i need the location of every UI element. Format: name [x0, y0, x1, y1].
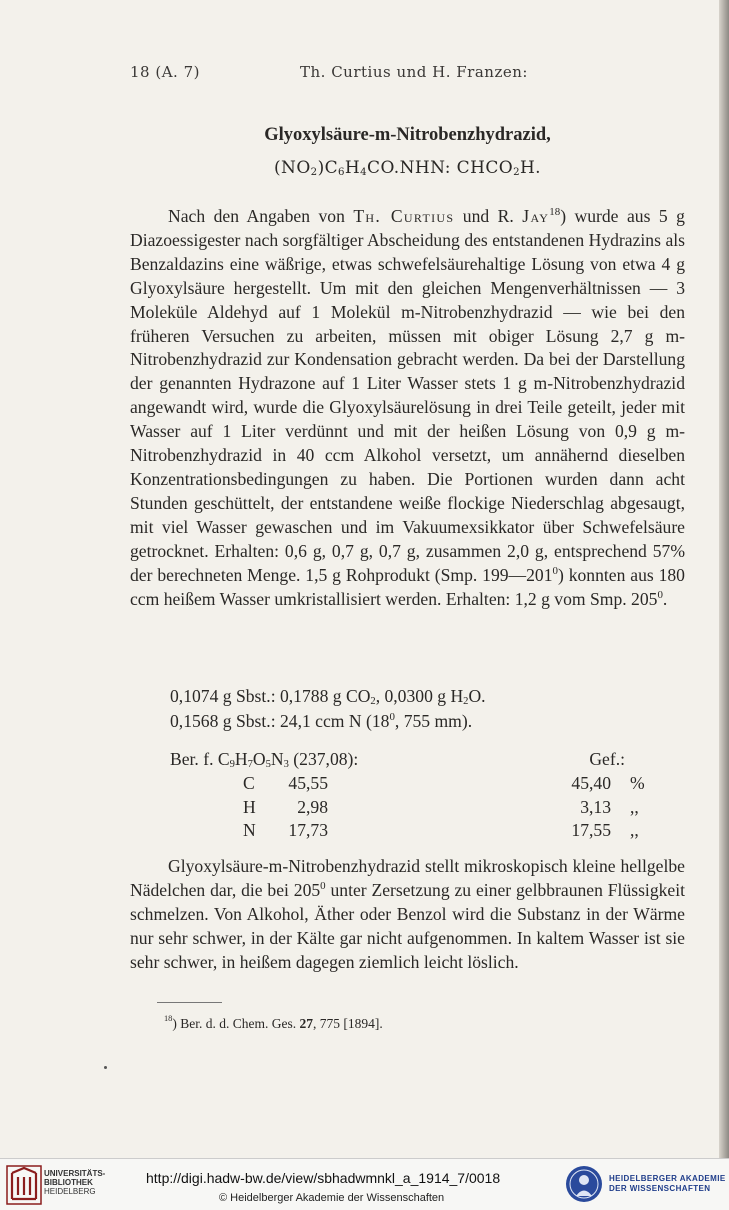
analysis-line-2: 0,1568 g Sbst.: 24,1 ccm N ($18^0$, 755 mm).	[170, 711, 473, 731]
calc-row-hydrogen: H 2,98 3,13 ,,	[243, 797, 639, 817]
copyright-notice: © Heidelberger Akademie der Wissenschaften	[219, 1192, 445, 1204]
calc-table-header	[130, 749, 685, 773]
academy-seal-icon	[564, 1163, 604, 1205]
university-library-logo-icon	[6, 1165, 42, 1205]
viewer-footer	[0, 1158, 729, 1210]
footnote-divider	[157, 1002, 222, 1003]
author-name-jay: Jay	[522, 206, 550, 226]
permalink-url[interactable]: http://digi.hadw-bw.de/view/sbhadwmnkl_a_1914_7/0018	[146, 1170, 501, 1186]
running-head-authors: Th. Curtius und H. Franzen:	[300, 63, 528, 81]
article-title: Glyoxylsäure-m-Nitrobenzhydrazid,	[264, 125, 551, 145]
paragraph-properties: Glyoxylsäure-m-Nitrobenzhydrazid stellt mikroskopisch kleine hellgelbe Nädelchen dar, die bei $205^0$ unter Zersetzung zu einer gelbbraunen Flüssigkeit schmelzen. Von Alkohol, Äther oder Benzol wird die Substanz in der Wärme nur sehr schwer, in der Kälte gar nicht aufgenommen. In kaltem Wasser ist sie sehr schwer, in heißem dagegen ziemlich leicht löslich.	[130, 856, 685, 972]
academy-name: HEIDELBERGER AKADEMIE DER WISSENSCHAFTEN	[609, 1174, 726, 1193]
found-label: Gef.:	[589, 749, 625, 769]
calc-formula-label: Ber. f. $C_9H_7O_5N_3$ (237,08):	[170, 749, 359, 770]
library-name: UNIVERSITÄTS- BIBLIOTHEK HEIDELBERG	[44, 1169, 106, 1196]
stray-ink-dot	[104, 1066, 107, 1069]
footnote-18: $^{18}$) Ber. d. d. Chem. Ges. 27, 775 [1894].	[164, 1014, 383, 1031]
page-number: 18 (A. 7)	[130, 63, 200, 81]
calc-row-carbon: C 45,55 45,40 %	[243, 773, 645, 793]
chemical-formula: $(NO_2)C_6H_4CO.NHN$: $CHCO_2H$.	[274, 158, 541, 178]
analysis-line-1: 0,1074 g Sbst.: 0,1788 g $CO_2$, 0,0300 g $H_2O$.	[170, 686, 486, 707]
paragraph-preparation: Nach den Angaben von Th. Curtius und R. Jay$^{18}$) wurde aus 5 g Diazoessigester nach sorgfältiger Abscheidung des entstandenen Hydrazins als Benzaldazins eine wäßrige, etwas schwefelsäurehaltige Lösung von etwa 4 g Glyoxylsäure hergestellt. Um mit den gleichen Mengenverhältnissen — 3 Moleküle Aldehyd auf 1 Molekül m-Nitrobenzhydrazid — wie bei den früheren Versuchen zu arbeiten, müssen mit obiger Lösung 2,7 g m-Nitrobenzhydrazid zur Kondensation gebracht werden. Da bei der Darstellung der genannten Hydrazone auf 1 Liter Wasser stets 1 g m-Nitrobenzhydrazid angewandt wird, wurde die Glyoxylsäurelösung in drei Teile geteilt, jeder mit Wasser auf 1 Liter verdünnt und mit der heißen Lösung von 0,9 g m-Nitrobenzhydrazid in 40 ccm Alkohol versetzt, um annähernd dieselben Konzentrationsbedingungen zu haben. Die Portionen wurden dann acht Stunden geschüttelt, der entstandene weiße flockige Niederschlag abgesaugt, mit viel Wasser gewaschen und im Vakuumexsikkator über Schwefelsäure getrocknet. Erhalten: 0,6 g, 0,7 g, 0,7 g, zusammen 2,0 g, entsprechend 57% der berechneten Menge. 1,5 g Rohprodukt (Smp. $199—201^0$) konnten aus 180 ccm heißem Wasser umkristallisiert werden. Erhalten: 1,2 g vom Smp. $205^0$.	[130, 206, 685, 609]
page-edge-shadow	[719, 0, 729, 1158]
footnote-reference[interactable]: 18	[549, 206, 561, 218]
author-name-curtius: Th. Curtius	[353, 206, 455, 226]
calc-row-nitrogen: N 17,73 17,55 ,,	[243, 820, 639, 840]
